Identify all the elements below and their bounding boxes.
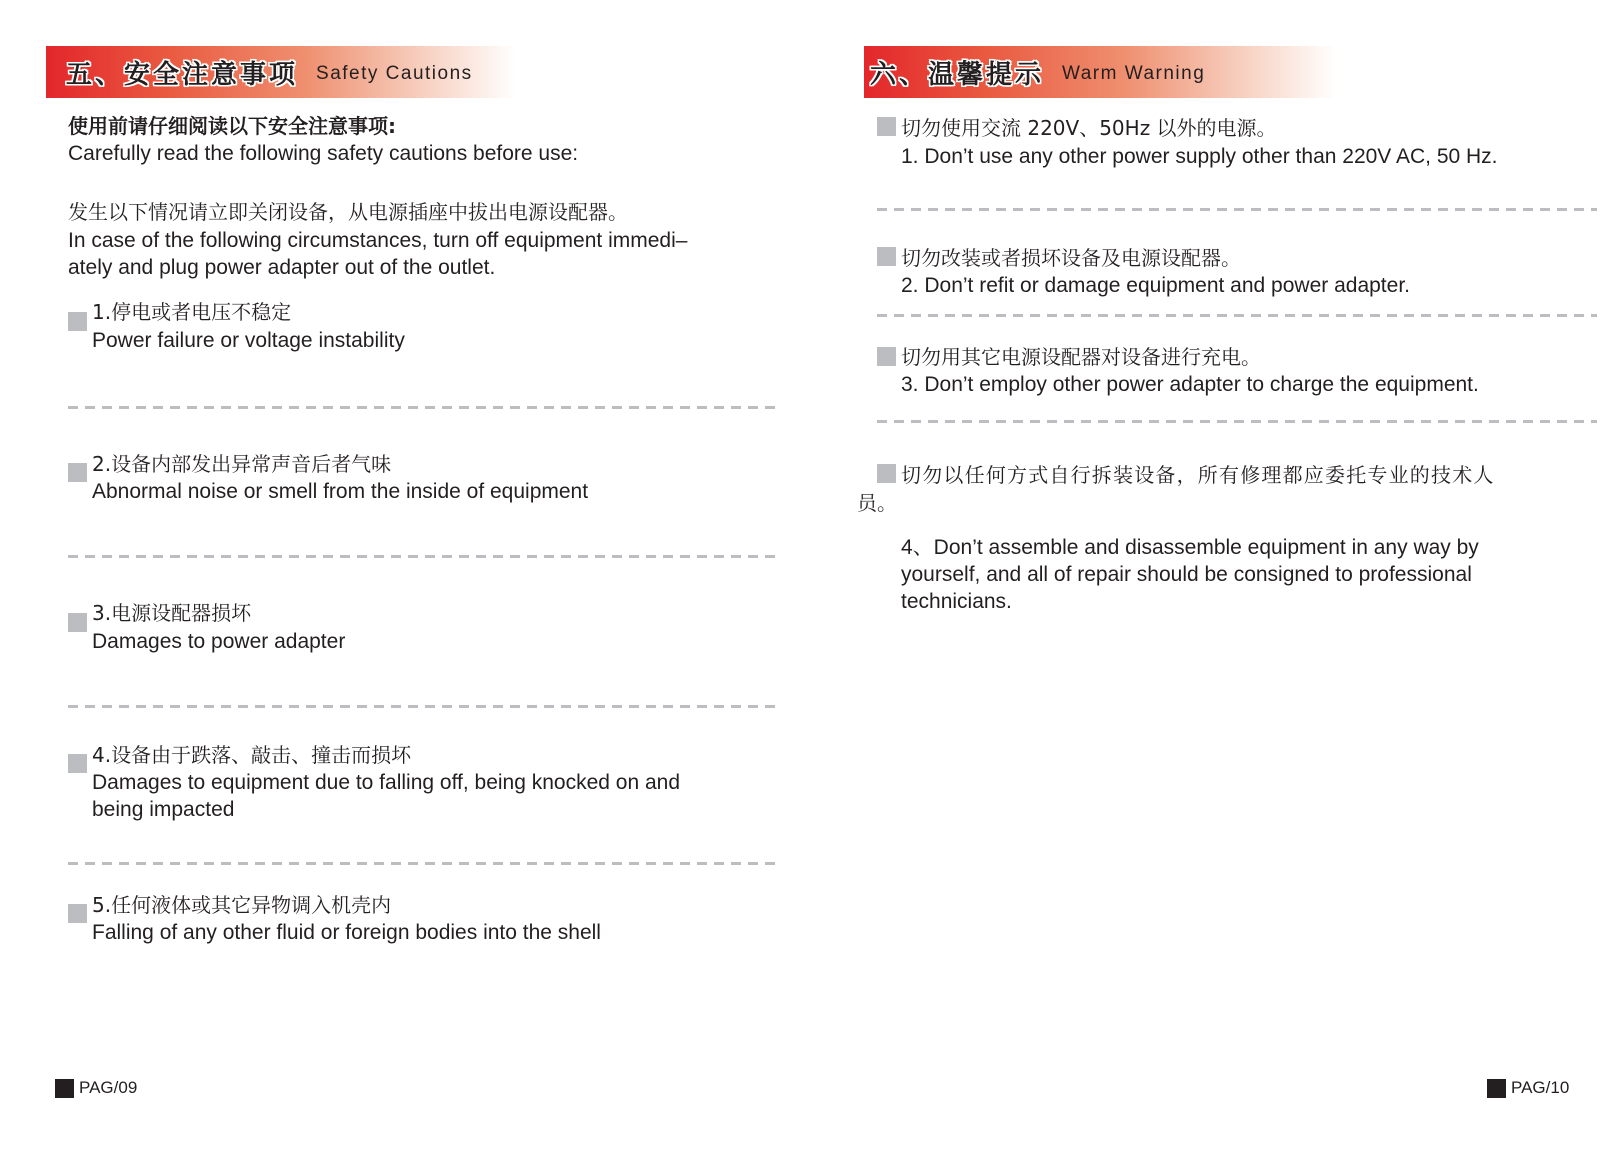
- section-title-cn: 五、安全注意事项: [66, 59, 299, 90]
- page-number: PAG/10: [1511, 1078, 1570, 1097]
- dashed-divider: [877, 208, 1597, 211]
- square-bullet-icon: [877, 464, 896, 483]
- square-bullet-icon: [68, 754, 87, 773]
- square-bullet-icon: [877, 347, 896, 366]
- lead-en-line1: In case of the following circumstances, turn off equipment immedi–: [68, 229, 688, 252]
- page-marker-square-icon: [1487, 1079, 1506, 1098]
- dashed-divider: [68, 406, 780, 409]
- square-bullet-icon: [877, 117, 896, 136]
- page-number: PAG/09: [79, 1078, 138, 1097]
- square-bullet-icon: [68, 904, 87, 923]
- warning-item-1-en: 1. Don’t use any other power supply other than 220V AC, 50 Hz.: [901, 145, 1498, 168]
- caution-item-5-en: Falling of any other fluid or foreign bodies into the shell: [92, 921, 601, 944]
- caution-item-3-en: Damages to power adapter: [92, 630, 346, 653]
- dashed-divider: [68, 862, 780, 865]
- caution-item-5-cn: 5.任何液体或其它异物调入机壳内: [92, 893, 392, 917]
- warning-item-4-cn-line2: 员。: [857, 491, 897, 515]
- page-marker-square-icon: [55, 1079, 74, 1098]
- page-footer: [1487, 1078, 1569, 1098]
- section-title-en: Warm Warning: [1062, 63, 1206, 84]
- caution-item-4-en-line2: being impacted: [92, 798, 235, 821]
- warning-item-4-cn-line1: 切勿以任何方式自行拆装设备，所有修理都应委托专业的技术人: [901, 463, 1495, 487]
- page-footer: [55, 1078, 137, 1098]
- section-header-safety-cautions: [46, 46, 516, 98]
- warning-item-2-cn: 切勿改装或者损坏设备及电源设配器。: [901, 246, 1241, 270]
- lead-cn: 发生以下情况请立即关闭设备，从电源插座中拔出电源设配器。: [68, 200, 628, 224]
- caution-item-2-cn: 2.设备内部发出异常声音后者气味: [92, 452, 392, 476]
- caution-item-4-en-line1: Damages to equipment due to falling off, being knocked on and: [92, 771, 681, 794]
- warning-item-3-en: 3. Don’t employ other power adapter to charge the equipment.: [901, 373, 1479, 396]
- warning-item-1-cn: 切勿使用交流 220V、50Hz 以外的电源。: [901, 116, 1277, 140]
- intro-cn: 使用前请仔细阅读以下安全注意事项:: [68, 114, 396, 138]
- caution-item-1-cn: 1.停电或者电压不稳定: [92, 300, 292, 324]
- warning-item-4-en-line1: 4、Don’t assemble and disassemble equipment in any way by: [901, 536, 1479, 559]
- warning-item-2-en: 2. Don’t refit or damage equipment and power adapter.: [901, 274, 1410, 297]
- warning-item-4-en-line2: yourself, and all of repair should be consigned to professional: [901, 563, 1472, 586]
- dashed-divider: [877, 314, 1597, 317]
- dashed-divider: [68, 705, 780, 708]
- square-bullet-icon: [68, 312, 87, 331]
- square-bullet-icon: [877, 247, 896, 266]
- intro-en: Carefully read the following safety cautions before use:: [68, 142, 579, 165]
- square-bullet-icon: [68, 613, 87, 632]
- caution-item-3-cn: 3.电源设配器损坏: [92, 601, 252, 625]
- dashed-divider: [68, 555, 780, 558]
- square-bullet-icon: [68, 463, 87, 482]
- lead-en-line2: ately and plug power adapter out of the outlet.: [68, 256, 496, 279]
- section-header-warm-warning: [864, 46, 1336, 98]
- section-title-en: Safety Cautions: [316, 63, 473, 84]
- caution-item-4-cn: 4.设备由于跌落、敲击、撞击而损坏: [92, 743, 412, 767]
- warning-item-4-en-line3: technicians.: [901, 590, 1012, 613]
- warning-item-3-cn: 切勿用其它电源设配器对设备进行充电。: [901, 345, 1261, 369]
- caution-item-2-en: Abnormal noise or smell from the inside of equipment: [92, 480, 589, 503]
- caution-item-1-en: Power failure or voltage instability: [92, 329, 405, 352]
- page-10: [811, 0, 1622, 1149]
- section-title-cn: 六、温馨提示: [870, 59, 1045, 90]
- dashed-divider: [877, 420, 1597, 423]
